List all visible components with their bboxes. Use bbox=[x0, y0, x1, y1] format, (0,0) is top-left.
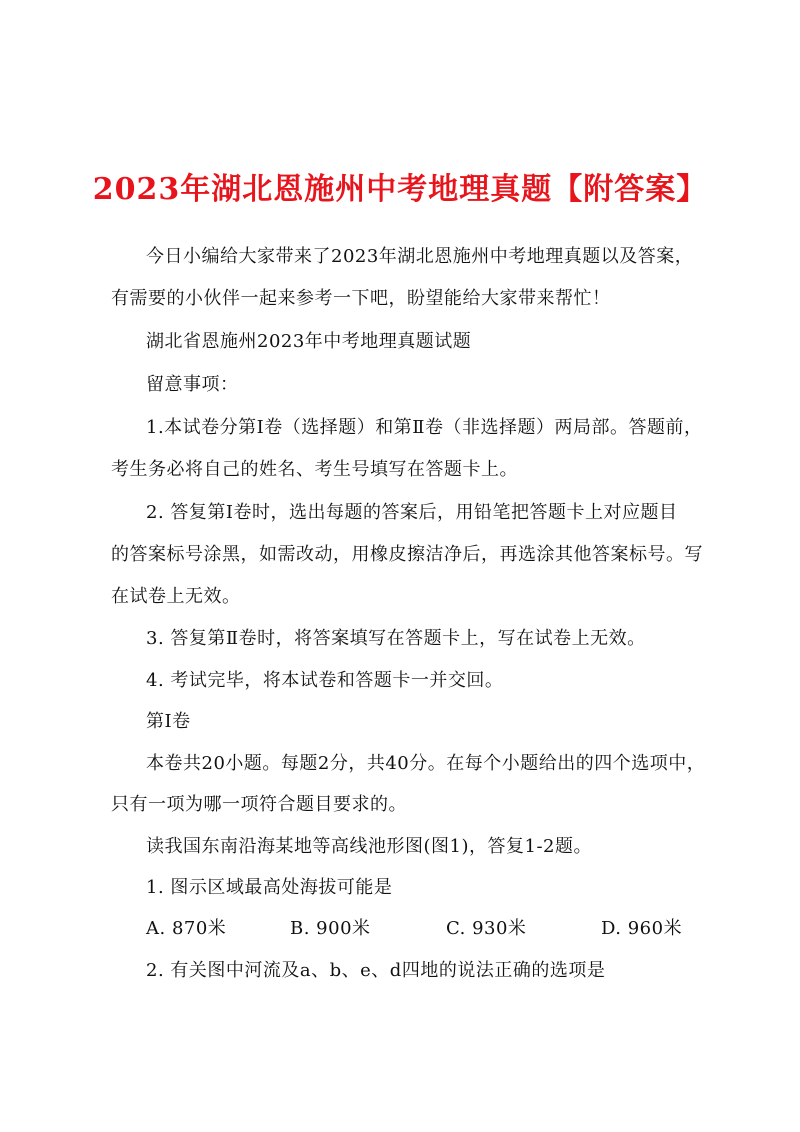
question-1: 1. 图示区域最高处海拔可能是 bbox=[146, 877, 393, 898]
notice-item-1-line-1: 1.本试卷分第Ⅰ卷（选择题）和第Ⅱ卷（非选择题）两局部。答题前， bbox=[146, 417, 703, 438]
notice-item-2-line-3: 在试卷上无效。 bbox=[111, 586, 241, 607]
notice-item-4: 4. 考试完毕，将本试卷和答题卡一并交回。 bbox=[146, 670, 504, 691]
option-b: B. 900米 bbox=[290, 918, 371, 939]
option-d: D. 960米 bbox=[601, 918, 683, 939]
question-1-options bbox=[0, 917, 800, 941]
question-2: 2. 有关图中河流及a、b、e、d四地的说法正确的选项是 bbox=[146, 960, 606, 981]
section-1-desc-line-2: 只有一项为哪一项符合题目要求的。 bbox=[111, 794, 407, 815]
option-a: A. 870米 bbox=[146, 918, 227, 939]
notice-item-3: 3. 答复第Ⅱ卷时，将答案填写在答题卡上，写在试卷上无效。 bbox=[146, 628, 646, 649]
section-1-desc-line-1: 本卷共20小题。每题2分，共40分。在每个小题给出的四个选项中， bbox=[146, 753, 706, 774]
notice-heading: 留意事项： bbox=[146, 374, 239, 395]
notice-item-1-line-2: 考生务必将自己的姓名、考生号填写在答题卡上。 bbox=[111, 459, 518, 480]
intro-line-2: 有需要的小伙伴一起来参考一下吧，盼望能给大家带来帮忙！ bbox=[111, 288, 611, 309]
option-c: C. 930米 bbox=[446, 918, 527, 939]
section-1-heading: 第Ⅰ卷 bbox=[146, 711, 191, 732]
reading-prompt: 读我国东南沿海某地等高线池形图(图1)，答复1-2题。 bbox=[146, 836, 592, 857]
exam-name: 湖北省恩施州2023年中考地理真题试题 bbox=[146, 331, 472, 352]
notice-item-2-line-1: 2. 答复第Ⅰ卷时，选出每题的答案后，用铅笔把答题卡上对应题目 bbox=[146, 502, 678, 523]
intro-line-1: 今日小编给大家带来了2023年湖北恩施州中考地理真题以及答案， bbox=[146, 246, 694, 267]
notice-item-2-line-2: 的答案标号涂黑，如需改动，用橡皮擦洁净后，再选涂其他答案标号。写 bbox=[111, 544, 703, 565]
page-title: 2023年湖北恩施州中考地理真题【附答案】 bbox=[92, 172, 708, 207]
